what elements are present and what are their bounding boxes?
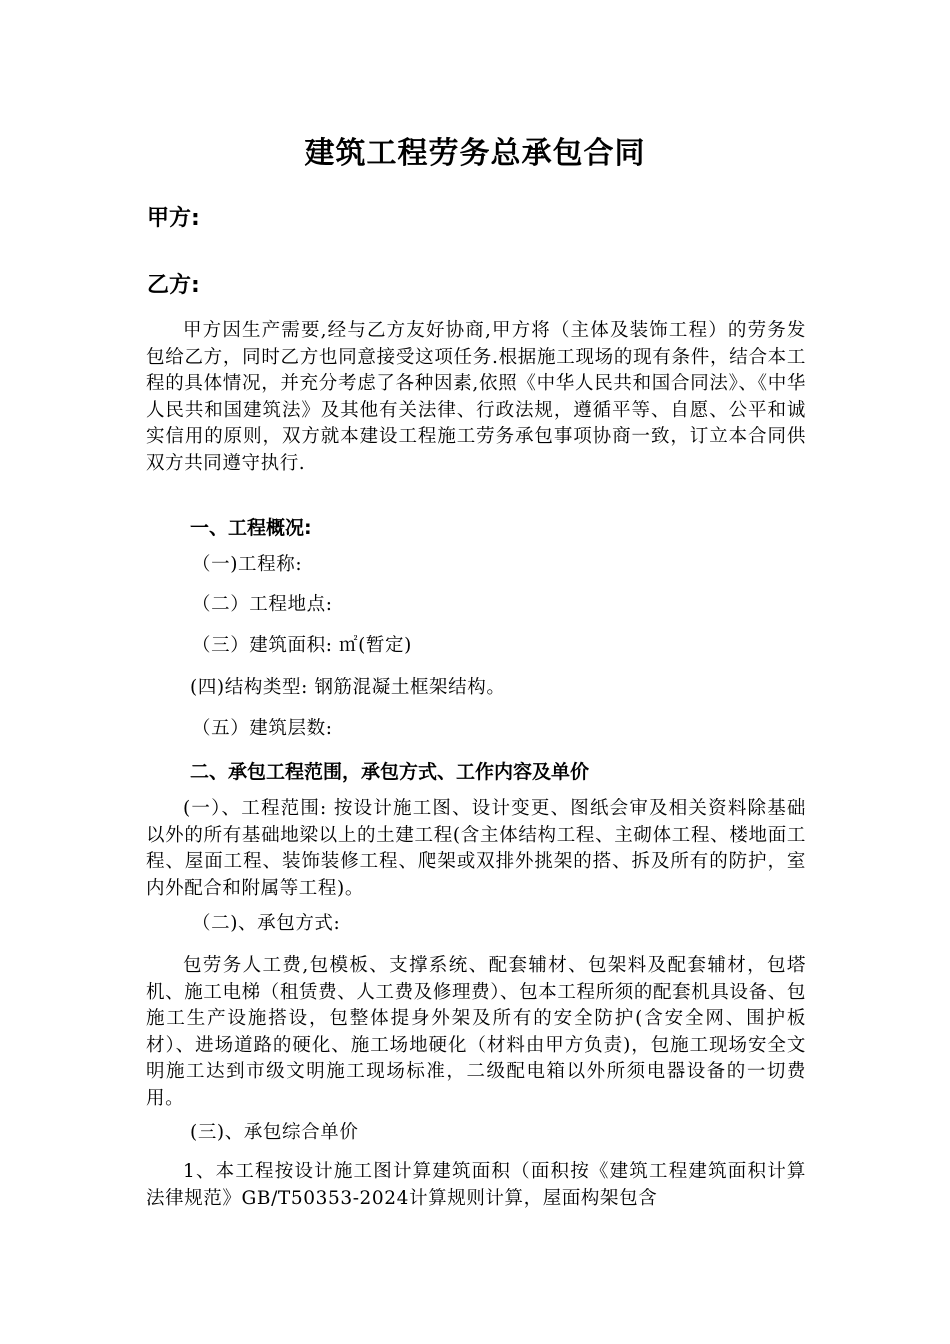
document-title: 建筑工程劳务总承包合同 [304, 136, 646, 171]
building-area-item: （三）建筑面积: ㎡(暂定) [192, 635, 412, 656]
section2-heading: 二、承包工程范围，承包方式、工作内容及单价 [190, 761, 590, 783]
price-item-1: 1、本工程按设计施工图计算建筑面积（面积按《建筑工程建筑面积计算法律规范》GB/T50353-2024计算规则计算，屋面构架包含 [146, 1161, 806, 1209]
scope-paragraph: (一）、工程范围: 按设计施工图、设计变更、图纸会审及相关资料除基础以外的所有基础地梁以上的土建工程(含主体结构工程、主砌体工程、楼地面工程、屋面工程、装饰装修工程、爬架或双排外挑架的搭、拆及所有的防护，室内外配合和附属等工程)。 [146, 798, 806, 899]
project-name-item: （一)工程称: [192, 554, 303, 575]
structure-type-item: (四)结构类型: 钢筋混凝土框架结构。 [190, 677, 506, 698]
method-paragraph: 包劳务人工费,包模板、支撑系统、配套辅材、包架料及配套辅材，包塔机、施工电梯（租赁费、人工费及修理费）、包本工程所须的配套机具设备、包施工生产设施搭设，包整体提身外架及所有的安全防护(含安全网、围护板材）、进场道路的硬化、施工场地硬化（材料由甲方负责)，包施工现场安全文明施工达到市级文明施工现场标准，二级配电箱以外所须电器设备的一切费用。 [146, 955, 806, 1109]
floor-count-item: （五）建筑层数: [192, 718, 333, 739]
party-a-label: 甲方: [147, 206, 200, 231]
party-b-label: 乙方: [147, 273, 200, 298]
project-location-item: （二）工程地点: [192, 594, 333, 615]
section1-heading: 一、工程概况: [190, 517, 312, 539]
method-heading: （二)、承包方式: [192, 913, 341, 934]
price-heading: (三)、承包综合单价 [190, 1122, 359, 1143]
intro-paragraph: 甲方因生产需要,经与乙方友好协商,甲方将（主体及装饰工程）的劳务发包给乙方，同时乙方也同意接受这项任务.根据施工现场的现有条件，结合本工程的具体情况，并充分考虑了各种因素,依照《中华人民共和国合同法》、《中华人民共和国建筑法》及其他有关法律、行政法规，遵循平等、自愿、公平和诚实信用的原则，双方就本建设工程施工劳务承包事项协商一致，订立本合同供双方共同遵守执行. [146, 320, 806, 474]
